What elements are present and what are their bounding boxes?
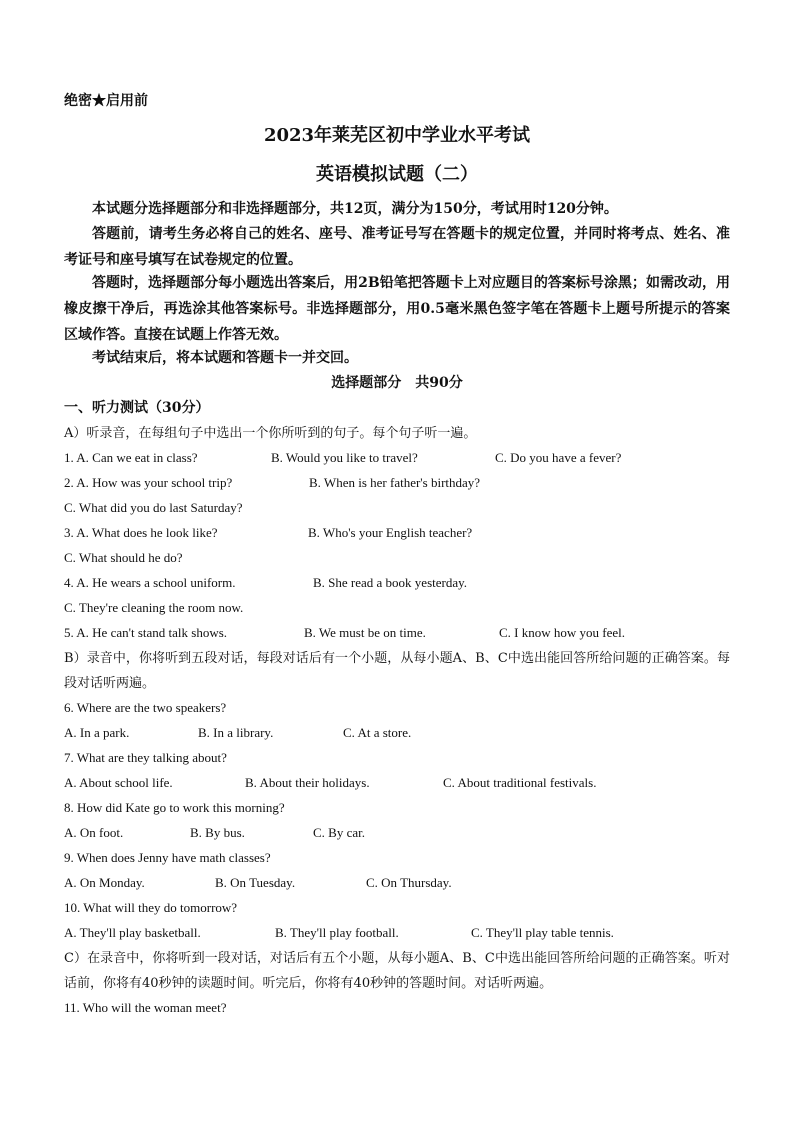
q6-option-b: B. In a library. (198, 725, 274, 740)
instruction-a: A）听录音，在每组句子中选出一个你所听到的句子。每个句子听一遍。 (64, 426, 477, 441)
q10-option-c: C. They'll play table tennis. (471, 925, 614, 940)
q6-stem: 6. Where are the two speakers? (64, 700, 227, 715)
q7-option-b: B. About their holidays. (245, 775, 370, 790)
q1-option-a: 1. A. Can we eat in class? (64, 450, 198, 465)
confidential-label: 绝密★启用前 (64, 93, 148, 109)
q11-stem: 11. Who will the woman meet? (64, 1000, 227, 1015)
q3-option-b: B. Who's your English teacher? (308, 525, 473, 540)
instruction-b: B）录音中，你将听到五段对话，每段对话后有一个小题，从每小题A、B、C中选出能回答所给问题的正确答案。每段对话听两遍。 (64, 651, 730, 691)
q1-option-b: B. Would you like to travel? (271, 450, 418, 465)
q2-option-a: 2. A. How was your school trip? (64, 475, 233, 490)
q4-option-b: B. She read a book yesterday. (313, 575, 468, 590)
q8-option-c: C. By car. (313, 825, 365, 840)
q7-option-a: A. About school life. (64, 775, 173, 790)
q4-option-a: 4. A. He wears a school uniform. (64, 575, 236, 590)
q8-option-a: A. On foot. (64, 825, 124, 840)
q9-option-b: B. On Tuesday. (215, 875, 296, 890)
note-paragraph-2: 答题前，请考生务必将自己的姓名、座号、准考证号写在答题卡的规定位置，并同时将考点、姓名、准考证号和座号填写在试卷规定的位置。 (64, 226, 730, 268)
q7-option-c: C. About traditional festivals. (443, 775, 597, 790)
section-heading: 选择题部分 共90分 (331, 375, 463, 391)
q6-option-c: C. At a store. (343, 725, 412, 740)
q8-stem: 8. How did Kate go to work this morning? (64, 800, 285, 815)
q5-option-b: B. We must be on time. (304, 625, 426, 640)
q9-option-a: A. On Monday. (64, 875, 145, 890)
exam-title: 2023年莱芜区初中学业水平考试 (263, 125, 531, 146)
part-heading: 一、听力测试（30分） (64, 400, 210, 416)
q10-option-b: B. They'll play football. (275, 925, 399, 940)
note-paragraph-1: 本试题分选择题部分和非选择题部分，共12页，满分为150分，考试用时120分钟。 (92, 201, 618, 217)
q8-option-b: B. By bus. (190, 825, 245, 840)
q4-option-c: C. They're cleaning the room now. (64, 600, 244, 615)
instruction-c: C）在录音中，你将听到一段对话，对话后有五个小题，从每小题A、B、C中选出能回答所给问题的正确答案。听对话前，你将有40秒钟的读题时间。听完后，你将有40秒钟的答题时间。对话听两遍。 (64, 951, 730, 991)
exam-subtitle: 英语模拟试题（二） (316, 164, 478, 185)
q9-stem: 9. When does Jenny have math classes? (64, 850, 271, 865)
q2-option-b: B. When is her father's birthday? (309, 475, 481, 490)
q9-option-c: C. On Thursday. (366, 875, 452, 890)
q6-option-a: A. In a park. (64, 725, 130, 740)
note-paragraph-4: 考试结束后，将本试题和答题卡一并交回。 (92, 350, 358, 366)
q10-option-a: A. They'll play basketball. (64, 925, 201, 940)
q7-stem: 7. What are they talking about? (64, 750, 227, 765)
q3-option-c: C. What should he do? (64, 550, 183, 565)
note-paragraph-3: 答题时，选择题部分每小题选出答案后，用2B铅笔把答题卡上对应题目的答案标号涂黑；如需改动，用橡皮擦干净后，再选涂其他答案标号。非选择题部分，用0.5毫米黑色签字笔在答题卡上题号所提示的答案区域作答。直接在试题上作答无效。 (64, 275, 730, 343)
q10-stem: 10. What will they do tomorrow? (64, 900, 238, 915)
q5-option-a: 5. A. He can't stand talk shows. (64, 625, 228, 640)
q5-option-c: C. I know how you feel. (499, 625, 626, 640)
q1-option-c: C. Do you have a fever? (495, 450, 622, 465)
q3-option-a: 3. A. What does he look like? (64, 525, 218, 540)
q2-option-c: C. What did you do last Saturday? (64, 500, 243, 515)
